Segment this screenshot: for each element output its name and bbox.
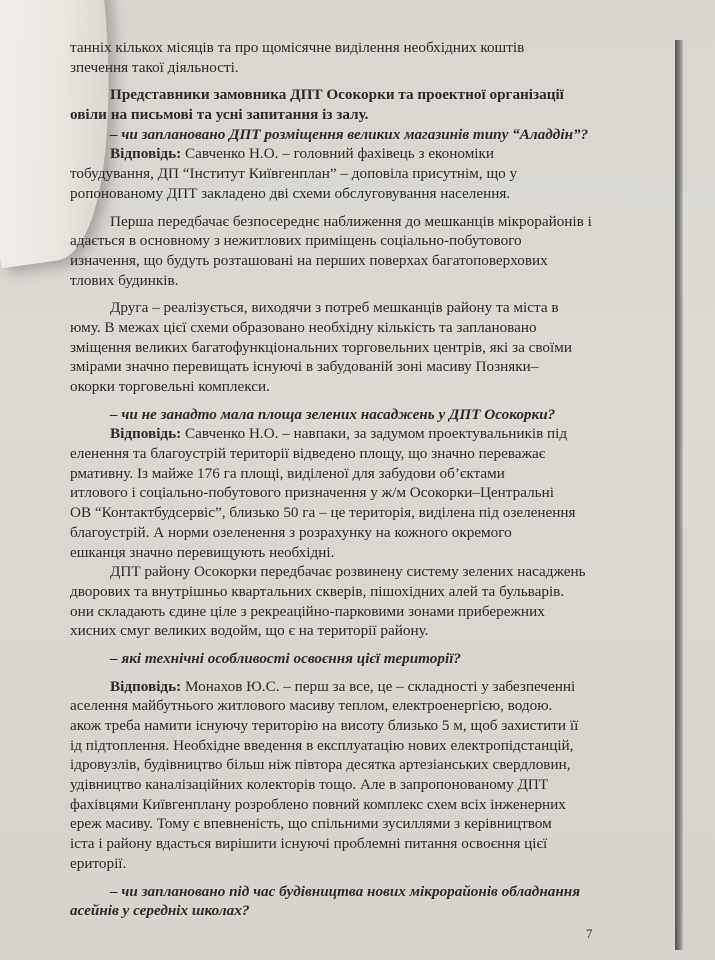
text-line: ериторії. xyxy=(70,854,127,872)
text-line: ешканця значно перевищують необхідні. xyxy=(70,543,335,561)
text-line: дворових та внутрішньо квартальних скверів, пішохідних алей та бульварів. xyxy=(70,582,565,600)
answer-line xyxy=(70,144,650,164)
text-line: тлових будинків. xyxy=(70,271,179,289)
text-line: они складають єдине ціле з рекреаційно-парковими зонами прибережних xyxy=(70,602,545,620)
answer-text: Савченко Н.О. – навпаки, за задумом проектувальників під xyxy=(185,425,568,443)
text-line: іста і району вдасться вирішити існуючі проблемні питання освоєння цієї xyxy=(70,835,548,853)
page-number: 7 xyxy=(586,926,593,941)
text-line: змірами значно перевищать існуючі в забудованій зоні масиву Позняки– xyxy=(70,358,539,376)
text-line: акож треба намити існуючу територію на висоту близько 5 м, щоб захистити її xyxy=(70,717,579,734)
text-line: изначення, що будуть розташовані на перших поверхах багатоповерхових xyxy=(70,251,548,269)
text-line: ереж масиву. Тому є впевненість, що спільними зусиллями з керівництвом xyxy=(70,815,552,833)
text-line: окорки торговельні комплекси. xyxy=(70,378,270,395)
question-line: – чи заплановано ДПТ розміщення великих магазинів типу “Аладдін”? xyxy=(110,125,589,143)
text-line: юму. В межах цієї схеми образовано необхідну кількість та заплановано xyxy=(70,318,537,336)
text-line: ОВ “Контактбудсервіс”, близько 50 га – це територія, виділена під озеленення xyxy=(70,504,576,522)
question-line: – які технічні особливості освоєння цієї території? xyxy=(110,649,462,667)
answer-text: Монахов Ю.С. – перш за все, це – складності у забезпеченні xyxy=(185,677,576,695)
text-line: Перша передбачає безпосереднє наближення до мешканців мікрорайонів і xyxy=(110,212,592,230)
text-line: Друга – реалізується, виходячи з потреб мешканців району та міста в xyxy=(110,299,559,317)
text-line: ід підтоплення. Необхідне введення в експлуатацію нових електропідстанцій, xyxy=(70,736,574,754)
text-line: тобудування, ДП “Інститут Київгенплан” – доповіла присутнім, що у xyxy=(70,165,518,183)
question-line: асейнів у середніх школах? xyxy=(70,902,250,920)
answer-line xyxy=(70,424,650,444)
text-line: благоустрій. А норми озеленення з розрахунку на кожного окремого xyxy=(70,523,512,541)
text-line: фахівцями Київгенплану розроблено повний комплекс схем всіх інженерних xyxy=(70,795,566,813)
text-line: хисних смуг великих водойм, що є на території району. xyxy=(70,622,429,640)
text-line: танніх кількох місяців та про щомісячне виділення необхідних коштів xyxy=(70,39,525,56)
text-line: еленення та благоустрій території відведено площу, що значно переважає xyxy=(70,445,546,463)
text-line: адається в основному з нежитлових приміщень соціально-побутового xyxy=(70,232,522,250)
text-line: зміщення великих багатофункціональних торговельних центрів, які за своїми xyxy=(70,338,572,356)
question-line: – чи заплановано під час будівництва нових мікрорайонів обладнання xyxy=(110,882,581,900)
text-line: рмативну. Із майже 176 га площі, виділеної для забудови об’єктами xyxy=(70,464,505,482)
answer-label: Відповідь: xyxy=(110,425,182,443)
answer-text: Савченко Н.О. – головний фахівець з економіки xyxy=(185,145,495,163)
text-line: итлового і соціально-побутового призначення у ж/м Осокорки–Центральні xyxy=(70,484,554,502)
question-line: – чи не занадто мала площа зелених насаджень у ДПТ Осокорки? xyxy=(110,405,556,423)
page-text xyxy=(70,38,650,921)
text-line: зпечення такої діяльності. xyxy=(70,58,239,76)
text-line: ідровузлів, будівництво більш ніж півтора десятка артезіанських свердловин, xyxy=(70,756,571,774)
binding-edge xyxy=(675,40,683,950)
text-line: удівництво каналізаційних колекторів тощо. Але в запропонованому ДПТ xyxy=(70,776,549,794)
text-line: ДПТ району Осокорки передбачає розвинену систему зелених насаджень xyxy=(110,563,586,581)
answer-label: Відповідь: xyxy=(110,677,182,695)
section-heading: овіли на письмові та усні запитання із залу. xyxy=(70,106,369,124)
section-heading: Представники замовника ДПТ Осокорки та проектної організації xyxy=(110,86,564,104)
text-line: ропонованому ДПТ закладено дві схеми обслуговування населення. xyxy=(70,184,511,202)
answer-line xyxy=(70,677,650,697)
answer-label: Відповідь: xyxy=(110,145,182,163)
text-line: аселення майбутнього житлового масиву теплом, електроенергією, водою. xyxy=(70,697,553,715)
